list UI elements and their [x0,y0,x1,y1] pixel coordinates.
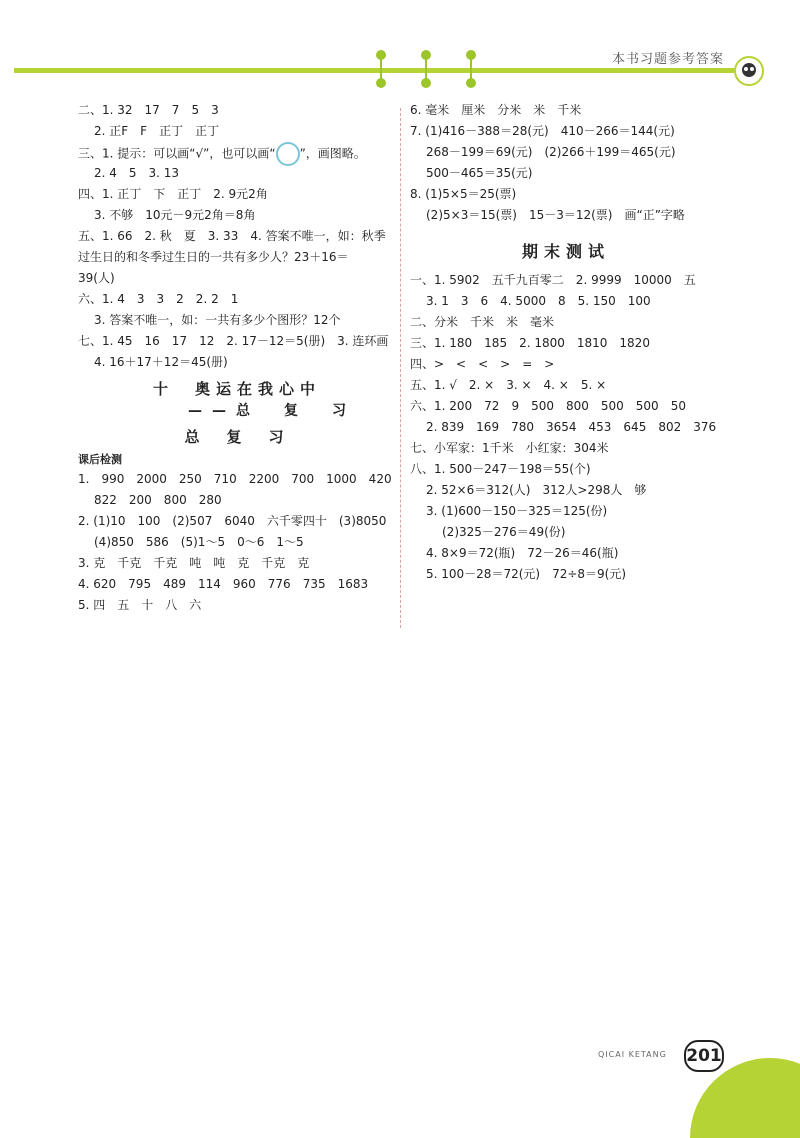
answer-line: 3. 克 千克 千克 吨 吨 克 千克 克 [78,556,310,570]
binder-ring-icon [421,50,431,88]
answer-line: 2. 52×6＝312(人) 312人>298人 够 [426,483,647,497]
answer-line: 6. 毫米 厘米 分米 米 千米 [410,103,582,117]
answer-line: 2. 839 169 780 3654 453 645 802 376 [426,420,717,434]
review-title: 总 复 习 [184,428,290,446]
answer-line: 八、1. 500－247－198＝55(个) [410,462,591,476]
answer-line: 2. 4 5 3. 13 [94,166,180,180]
answer-line: 三、1. 180 185 2. 1800 1810 1820 [410,336,650,350]
footer-brand: QICAI KETANG [598,1050,667,1059]
binder-ring-icon [376,50,386,88]
binder-ring-icon [466,50,476,88]
mascot-icon [734,56,764,86]
answer-line: 5. 100－28＝72(元) 72÷8＝9(元) [426,567,627,581]
answer-line: 1. 990 2000 250 710 2200 700 1000 420 [78,472,392,486]
answer-line: 四、1. 正丁 下 正丁 2. 9元2角 [78,187,268,201]
answer-line: 七、1. 45 16 17 12 2. 17－12＝5(册) 3. 连环画 [78,334,389,348]
answer-line: 4. 16＋17＋12＝45(册) [94,355,228,369]
header-bar [14,68,734,73]
answer-line: 5. 四 五 十 八 六 [78,598,202,612]
answer-line: 8. (1)5×5＝25(票) [410,187,517,201]
answer-line: 五、1. √ 2. × 3. × 4. × 5. × [410,378,607,392]
answer-line: 3. 不够 10元－9元2角＝8角 [94,208,256,222]
section-heading: 课后检测 [78,453,122,466]
left-column [78,100,396,616]
answer-line: 3. 1 3 6 4. 5000 8 5. 150 100 [426,294,651,308]
answer-line: 四、> < < > = > [410,357,555,371]
answer-line: 七、小军家：1千米 小红家：304米 [410,441,609,455]
answer-line: 五、1. 66 2. 秋 夏 3. 33 4. 答案不唯一，如：秋季 [78,229,386,243]
answer-line: 2. (1)10 100 (2)507 6040 六千零四十 (3)8050 [78,514,387,528]
answer-line: 三、1. 提示：可以画“√”，也可以画“ ”，画图略。 [78,142,396,163]
header-title: 本书习题参考答案 [612,52,725,67]
page-number: 201 [684,1040,724,1072]
unit-subtitle: ——总 复 习 [188,403,356,419]
column-divider [400,108,401,628]
answer-line: 4. 620 795 489 114 960 776 735 1683 [78,577,369,591]
answer-line: 3. 答案不唯一，如：一共有多少个图形？12个 [94,313,341,327]
exam-title: 期末测试 [521,242,610,261]
answer-line: 500－465＝35(元) [426,166,533,180]
answer-line: 六、1. 4 3 3 2 2. 2 1 [78,292,239,306]
answer-line: 2. 正F F 正丁 正丁 [94,124,220,138]
circle-icon [276,142,300,166]
answer-line: 4. 8×9＝72(瓶) 72－26＝46(瓶) [426,546,619,560]
answer-line: 二、分米 千米 米 毫米 [410,315,555,329]
answer-line: 822 200 800 280 [94,493,222,507]
answer-line: 二、1. 32 17 7 5 3 [78,103,219,117]
answer-line: 3. (1)600－150－325＝125(份) [426,504,608,518]
answer-line: 六、1. 200 72 9 500 800 500 500 50 [410,399,686,413]
answer-line: 39(人) [78,271,115,285]
answer-line: (4)850 586 (5)1～5 0～6 1～5 [94,535,304,549]
answer-line: 268－199＝69(元) (2)266＋199＝465(元) [426,145,676,159]
answer-line: (2)325－276＝49(份) [442,525,566,539]
answer-line: 7. (1)416－388＝28(元) 410－266＝144(元) [410,124,675,138]
answer-line: (2)5×3＝15(票) 15－3＝12(票) 画“正”字略 [426,208,685,222]
answer-line: 一、1. 5902 五千九百零二 2. 9999 10000 五 [410,273,696,287]
answer-line: 过生日的和冬季过生日的一共有多少人？23＋16＝ [78,250,349,264]
unit-title: 十 奥运在我心中 [152,380,321,398]
right-column [410,100,722,585]
